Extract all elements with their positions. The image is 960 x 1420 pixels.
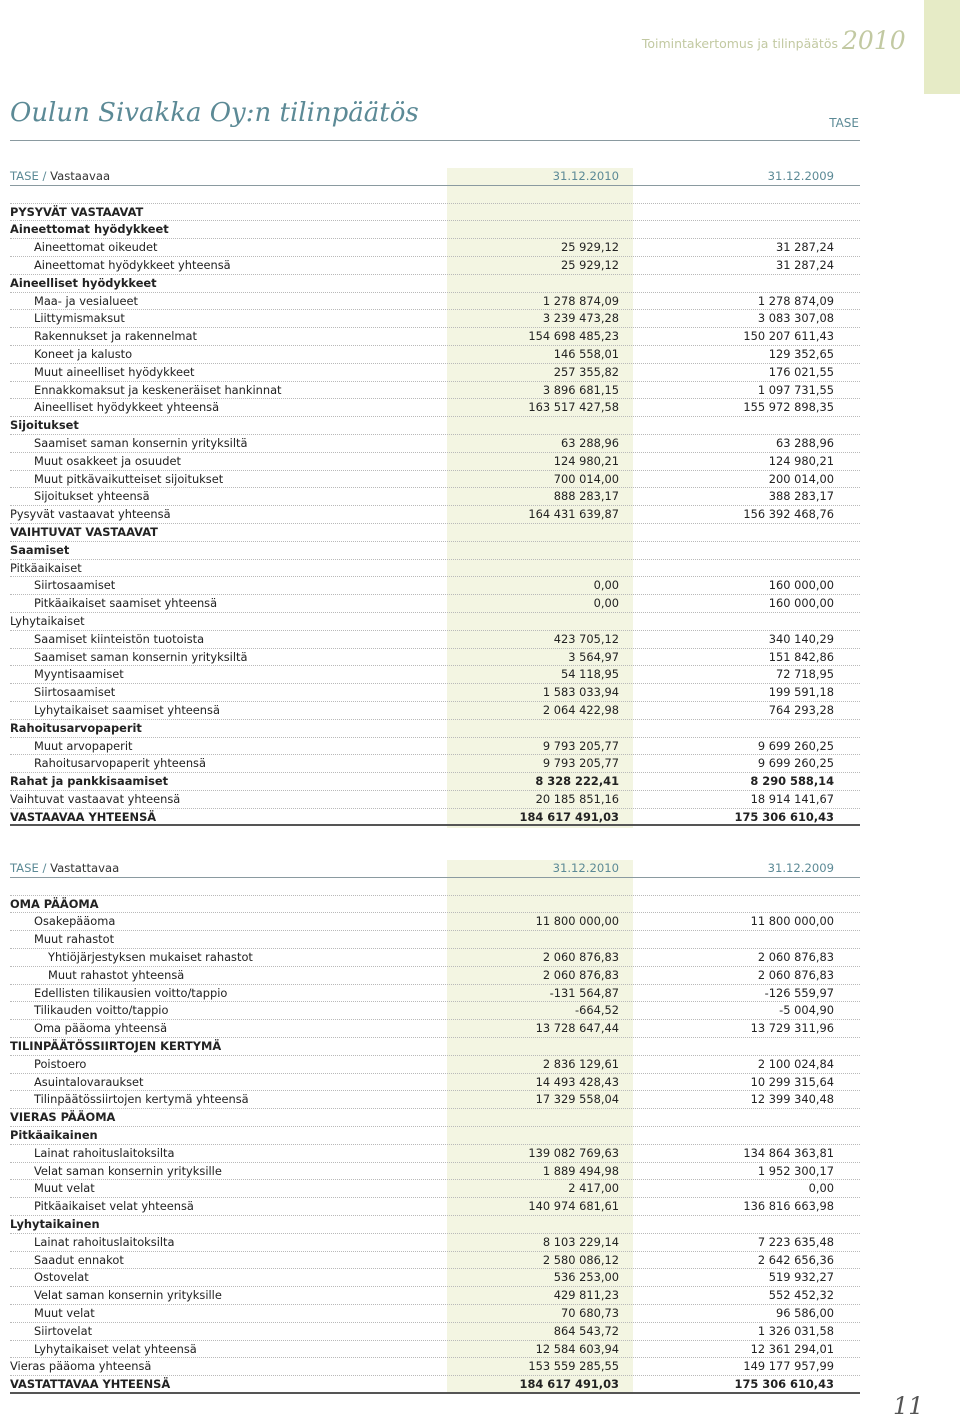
table-row	[10, 1305, 860, 1323]
value-2009: 136 816 663,98	[743, 1199, 834, 1214]
row-label: Oma pääoma yhteensä	[34, 1021, 168, 1036]
value-2010: 14 493 428,43	[535, 1074, 619, 1089]
table-row	[10, 1127, 860, 1145]
row-label: Aineelliset hyödykkeet yhteensä	[34, 400, 220, 415]
table-row	[10, 738, 860, 756]
value-2009: 199 591,18	[768, 685, 834, 700]
report-title: Toimintakertomus ja tilinpäätös	[641, 36, 838, 51]
value-2010: 3 239 473,28	[542, 311, 619, 326]
assets-rows	[10, 186, 860, 827]
corner-decoration	[924, 0, 960, 94]
col-2009-header: 31.12.2009	[767, 861, 834, 875]
table-row	[10, 1269, 860, 1287]
table-row	[10, 613, 860, 631]
row-label: Siirtosaamiset	[34, 685, 116, 700]
row-label: Saamiset saman konsernin yrityksiltä	[34, 649, 248, 664]
row-label: Poistoero	[34, 1056, 87, 1071]
row-label: Tilikauden voitto/tappio	[34, 1003, 169, 1018]
liabilities-rows	[10, 878, 860, 1394]
value-2010: 1 889 494,98	[542, 1163, 619, 1178]
liabilities-table	[10, 860, 860, 1394]
value-2009: 134 864 363,81	[743, 1145, 834, 1160]
value-2010: 700 014,00	[553, 471, 619, 486]
table-row	[10, 577, 860, 595]
table-row	[10, 1323, 860, 1341]
value-2009: 176 021,55	[768, 364, 834, 379]
value-2010: 1 278 874,09	[542, 293, 619, 308]
table-row	[10, 364, 860, 382]
table-row	[10, 435, 860, 453]
assets-heading	[10, 168, 110, 186]
table-row	[10, 791, 860, 809]
value-2010: 0,00	[593, 596, 619, 611]
table-row	[10, 328, 860, 346]
table-row	[10, 471, 860, 489]
value-2010: 3 564,97	[568, 649, 619, 664]
table-row	[10, 1145, 860, 1163]
table-row	[10, 1020, 860, 1038]
value-2009: 0,00	[808, 1181, 834, 1196]
table-row	[10, 453, 860, 471]
row-label: VASTATTAVAA YHTEENSÄ	[10, 1377, 171, 1392]
table-row	[10, 257, 860, 275]
table-row	[10, 1198, 860, 1216]
value-2010: -664,52	[575, 1003, 619, 1018]
table-row	[10, 967, 860, 985]
row-label: VASTAAVAA YHTEENSÄ	[10, 809, 157, 824]
row-label: Saamiset saman konsernin yrityksiltä	[34, 435, 248, 450]
value-2009: 124 980,21	[768, 453, 834, 468]
row-label: Siirtovelat	[34, 1323, 93, 1338]
row-label: Muut velat	[34, 1181, 95, 1196]
row-label: Yhtiöjärjestyksen mukaiset rahastot	[48, 949, 253, 964]
value-2010: 9 793 205,77	[542, 738, 619, 753]
value-2009: 72 718,95	[776, 667, 834, 682]
table-row	[10, 631, 860, 649]
value-2010: 124 980,21	[553, 453, 619, 468]
row-label: Pysyvät vastaavat yhteensä	[10, 507, 171, 522]
row-label: Muut rahastot	[34, 932, 115, 947]
table-row	[10, 488, 860, 506]
table-row	[10, 524, 860, 542]
value-2010: 63 288,96	[561, 435, 619, 450]
value-2010: 54 118,95	[561, 667, 619, 682]
value-2010: 140 974 681,61	[528, 1199, 619, 1214]
table-row	[10, 1234, 860, 1252]
value-2009: 150 207 611,43	[743, 329, 834, 344]
row-label: Muut pitkävaikutteiset sijoitukset	[34, 471, 224, 486]
value-2010: 257 355,82	[553, 364, 619, 379]
value-2009: 2 060 876,83	[757, 949, 834, 964]
row-label: Pitkäaikaiset saamiset yhteensä	[34, 596, 218, 611]
table-row	[10, 985, 860, 1003]
value-2009: 519 932,27	[768, 1270, 834, 1285]
value-2010: 139 082 769,63	[528, 1145, 619, 1160]
row-label: Asuintalovaraukset	[34, 1074, 144, 1089]
table-row	[10, 809, 860, 827]
row-label: Vaihtuvat vastaavat yhteensä	[10, 791, 181, 806]
value-2010: 3 896 681,15	[542, 382, 619, 397]
assets-header-row	[10, 168, 860, 186]
value-2009: 388 283,17	[768, 489, 834, 504]
value-2009: 175 306 610,43	[734, 809, 834, 824]
row-label: VIERAS PÄÄOMA	[10, 1110, 116, 1125]
value-2010: 154 698 485,23	[528, 329, 619, 344]
table-row	[10, 949, 860, 967]
row-label: Rahoitusarvopaperit	[10, 720, 142, 735]
value-2009: 200 014,00	[768, 471, 834, 486]
row-label: Aineettomat oikeudet	[34, 240, 158, 255]
value-2010: 423 705,12	[553, 631, 619, 646]
value-2010: 2 836 129,61	[542, 1056, 619, 1071]
row-label: Saamiset kiinteistön tuotoista	[34, 631, 205, 646]
value-2009: 2 060 876,83	[757, 967, 834, 982]
row-label: Siirtosaamiset	[34, 578, 116, 593]
section-tag: TASE	[829, 116, 859, 130]
value-2010: 164 431 639,87	[528, 507, 619, 522]
value-2009: 340 140,29	[768, 631, 834, 646]
row-label: Lainat rahoituslaitoksilta	[34, 1234, 175, 1249]
value-2010: 536 253,00	[553, 1270, 619, 1285]
value-2010: 2 417,00	[568, 1181, 619, 1196]
row-label: Lyhytaikaiset saamiset yhteensä	[34, 702, 220, 717]
table-row	[10, 399, 860, 417]
value-2009: 31 287,24	[776, 257, 834, 272]
row-label: Muut velat	[34, 1305, 95, 1320]
col-2010-header: 31.12.2010	[552, 861, 619, 875]
row-label: Lyhytaikaiset	[10, 613, 85, 628]
table-row	[10, 773, 860, 791]
value-2009: 3 083 307,08	[757, 311, 834, 326]
row-label: Edellisten tilikausien voitto/tappio	[34, 985, 228, 1000]
table-row	[10, 755, 860, 773]
row-label: Lainat rahoituslaitoksilta	[34, 1145, 175, 1160]
value-2010: 8 103 229,14	[542, 1234, 619, 1249]
value-2009: 7 223 635,48	[757, 1234, 834, 1249]
table-row	[10, 1109, 860, 1127]
table-row	[10, 204, 860, 222]
assets-table	[10, 168, 860, 826]
row-label: Koneet ja kalusto	[34, 346, 133, 361]
table-row	[10, 649, 860, 667]
heading-main: Vastaavaa	[50, 169, 111, 183]
value-2009: 764 293,28	[768, 702, 834, 717]
value-2010: 17 329 558,04	[535, 1092, 619, 1107]
heading-prefix: TASE /	[10, 861, 51, 875]
heading-main: Vastattavaa	[50, 861, 120, 875]
value-2009: 149 177 957,99	[743, 1359, 834, 1374]
value-2010: 9 793 205,77	[542, 756, 619, 771]
table-row	[10, 275, 860, 293]
table-row	[10, 1038, 860, 1056]
table-row	[10, 382, 860, 400]
table-row	[10, 913, 860, 931]
value-2010: 184 617 491,03	[519, 1377, 619, 1392]
value-2010: 146 558,01	[553, 346, 619, 361]
table-row	[10, 896, 860, 914]
value-2010: 2 580 086,12	[542, 1252, 619, 1267]
table-row	[10, 684, 860, 702]
value-2009: 31 287,24	[776, 240, 834, 255]
table-row	[10, 1180, 860, 1198]
row-label: Pitkäaikainen	[10, 1127, 98, 1142]
value-2010: 11 800 000,00	[535, 914, 619, 929]
value-2009: 1 278 874,09	[757, 293, 834, 308]
table-row	[10, 878, 860, 896]
row-label: Saamiset	[10, 542, 70, 557]
document-title: Oulun Sivakka Oy:n tilinpäätös	[10, 98, 419, 128]
row-label: Pitkäaikaiset	[10, 560, 82, 575]
table-row	[10, 1091, 860, 1109]
table-row	[10, 1216, 860, 1234]
table-row	[10, 1358, 860, 1376]
value-2010: 0,00	[593, 578, 619, 593]
top-rule	[10, 140, 860, 141]
row-label: Rakennukset ja rakennelmat	[34, 329, 197, 344]
value-2009: 175 306 610,43	[734, 1377, 834, 1392]
row-label: Muut rahastot yhteensä	[48, 967, 185, 982]
table-row	[10, 702, 860, 720]
liabilities-header-row	[10, 860, 860, 878]
table-row	[10, 666, 860, 684]
value-2009: 160 000,00	[768, 578, 834, 593]
row-label: Lyhytaikaiset velat yhteensä	[34, 1341, 197, 1356]
row-label: Ennakkomaksut ja keskeneräiset hankinnat	[34, 382, 282, 397]
value-2009: 129 352,65	[768, 346, 834, 361]
row-label: TILINPÄÄTÖSSIIRTOJEN KERTYMÄ	[10, 1038, 222, 1053]
row-label: Liittymismaksut	[34, 311, 125, 326]
value-2009: 1 326 031,58	[757, 1323, 834, 1338]
value-2010: 429 811,23	[553, 1288, 619, 1303]
value-2010: 25 929,12	[561, 240, 619, 255]
row-label: Aineettomat hyödykkeet yhteensä	[34, 257, 231, 272]
table-row	[10, 1376, 860, 1394]
report-year: 2010	[842, 26, 906, 55]
value-2009: 151 842,86	[768, 649, 834, 664]
table-row	[10, 931, 860, 949]
row-label: PYSYVÄT VASTAAVAT	[10, 204, 144, 219]
table-row	[10, 1002, 860, 1020]
heading-prefix: TASE /	[10, 169, 51, 183]
value-2009: 2 642 656,36	[757, 1252, 834, 1267]
value-2010: 25 929,12	[561, 257, 619, 272]
row-label: Velat saman konsernin yrityksille	[34, 1288, 222, 1303]
row-label: Osakepääoma	[34, 914, 116, 929]
value-2009: 12 399 340,48	[750, 1092, 834, 1107]
value-2009: 12 361 294,01	[750, 1341, 834, 1356]
row-label: Rahoitusarvopaperit yhteensä	[34, 756, 206, 771]
table-row	[10, 310, 860, 328]
value-2009: 18 914 141,67	[750, 791, 834, 806]
value-2010: -131 564,87	[549, 985, 619, 1000]
value-2010: 184 617 491,03	[519, 809, 619, 824]
row-label: Sijoitukset yhteensä	[34, 489, 150, 504]
row-label: OMA PÄÄOMA	[10, 896, 99, 911]
row-label: Aineettomat hyödykkeet	[10, 222, 169, 237]
table-row	[10, 346, 860, 364]
col-2009-header: 31.12.2009	[767, 169, 834, 183]
value-2009: -126 559,97	[764, 985, 834, 1000]
table-row	[10, 1163, 860, 1181]
value-2009: 63 288,96	[776, 435, 834, 450]
value-2009: 2 100 024,84	[757, 1056, 834, 1071]
table-row	[10, 595, 860, 613]
value-2009: 96 586,00	[776, 1305, 834, 1320]
table-row	[10, 542, 860, 560]
value-2009: 8 290 588,14	[750, 774, 834, 789]
value-2010: 12 584 603,94	[535, 1341, 619, 1356]
table-row	[10, 417, 860, 435]
row-label: Muut osakkeet ja osuudet	[34, 453, 181, 468]
page-number: 11	[893, 1392, 924, 1420]
value-2009: 155 972 898,35	[743, 400, 834, 415]
value-2010: 153 559 285,55	[528, 1359, 619, 1374]
table-row	[10, 1287, 860, 1305]
value-2010: 163 517 427,58	[528, 400, 619, 415]
value-2010: 864 543,72	[553, 1323, 619, 1338]
value-2009: 1 952 300,17	[757, 1163, 834, 1178]
row-label: Tilinpäätössiirtojen kertymä yhteensä	[34, 1092, 249, 1107]
value-2010: 13 728 647,44	[535, 1021, 619, 1036]
table-row	[10, 1341, 860, 1359]
value-2010: 888 283,17	[553, 489, 619, 504]
value-2009: 1 097 731,55	[757, 382, 834, 397]
row-label: Pitkäaikaiset velat yhteensä	[34, 1199, 194, 1214]
value-2010: 2 064 422,98	[542, 702, 619, 717]
value-2010: 20 185 851,16	[535, 791, 619, 806]
value-2010: 2 060 876,83	[542, 949, 619, 964]
value-2010: 70 680,73	[561, 1305, 619, 1320]
value-2009: 11 800 000,00	[750, 914, 834, 929]
table-row	[10, 506, 860, 524]
table-row	[10, 293, 860, 311]
table-row	[10, 1074, 860, 1092]
row-label: Myyntisaamiset	[34, 667, 124, 682]
value-2009: 156 392 468,76	[743, 507, 834, 522]
row-label: VAIHTUVAT VASTAAVAT	[10, 524, 158, 539]
value-2009: 13 729 311,96	[750, 1021, 834, 1036]
value-2009: 9 699 260,25	[757, 756, 834, 771]
table-row	[10, 1252, 860, 1270]
row-label: Ostovelat	[34, 1270, 89, 1285]
col-2010-header: 31.12.2010	[552, 169, 619, 183]
row-label: Aineelliset hyödykkeet	[10, 275, 157, 290]
row-label: Rahat ja pankkisaamiset	[10, 774, 169, 789]
row-label: Velat saman konsernin yrityksille	[34, 1163, 222, 1178]
row-label: Muut arvopaperit	[34, 738, 133, 753]
value-2009: -5 004,90	[779, 1003, 834, 1018]
row-label: Maa- ja vesialueet	[34, 293, 138, 308]
value-2009: 9 699 260,25	[757, 738, 834, 753]
row-label: Vieras pääoma yhteensä	[10, 1359, 152, 1374]
table-row	[10, 239, 860, 257]
value-2009: 552 452,32	[768, 1288, 834, 1303]
row-label: Lyhytaikainen	[10, 1216, 100, 1231]
row-label: Sijoitukset	[10, 418, 79, 433]
table-row	[10, 221, 860, 239]
row-label: Saadut ennakot	[34, 1252, 124, 1267]
table-row	[10, 1056, 860, 1074]
value-2010: 1 583 033,94	[542, 685, 619, 700]
value-2009: 160 000,00	[768, 596, 834, 611]
row-label: Muut aineelliset hyödykkeet	[34, 364, 195, 379]
value-2010: 8 328 222,41	[535, 774, 619, 789]
table-row	[10, 186, 860, 204]
liabilities-heading	[10, 860, 119, 878]
value-2009: 10 299 315,64	[750, 1074, 834, 1089]
table-row	[10, 720, 860, 738]
table-row	[10, 560, 860, 578]
value-2010: 2 060 876,83	[542, 967, 619, 982]
